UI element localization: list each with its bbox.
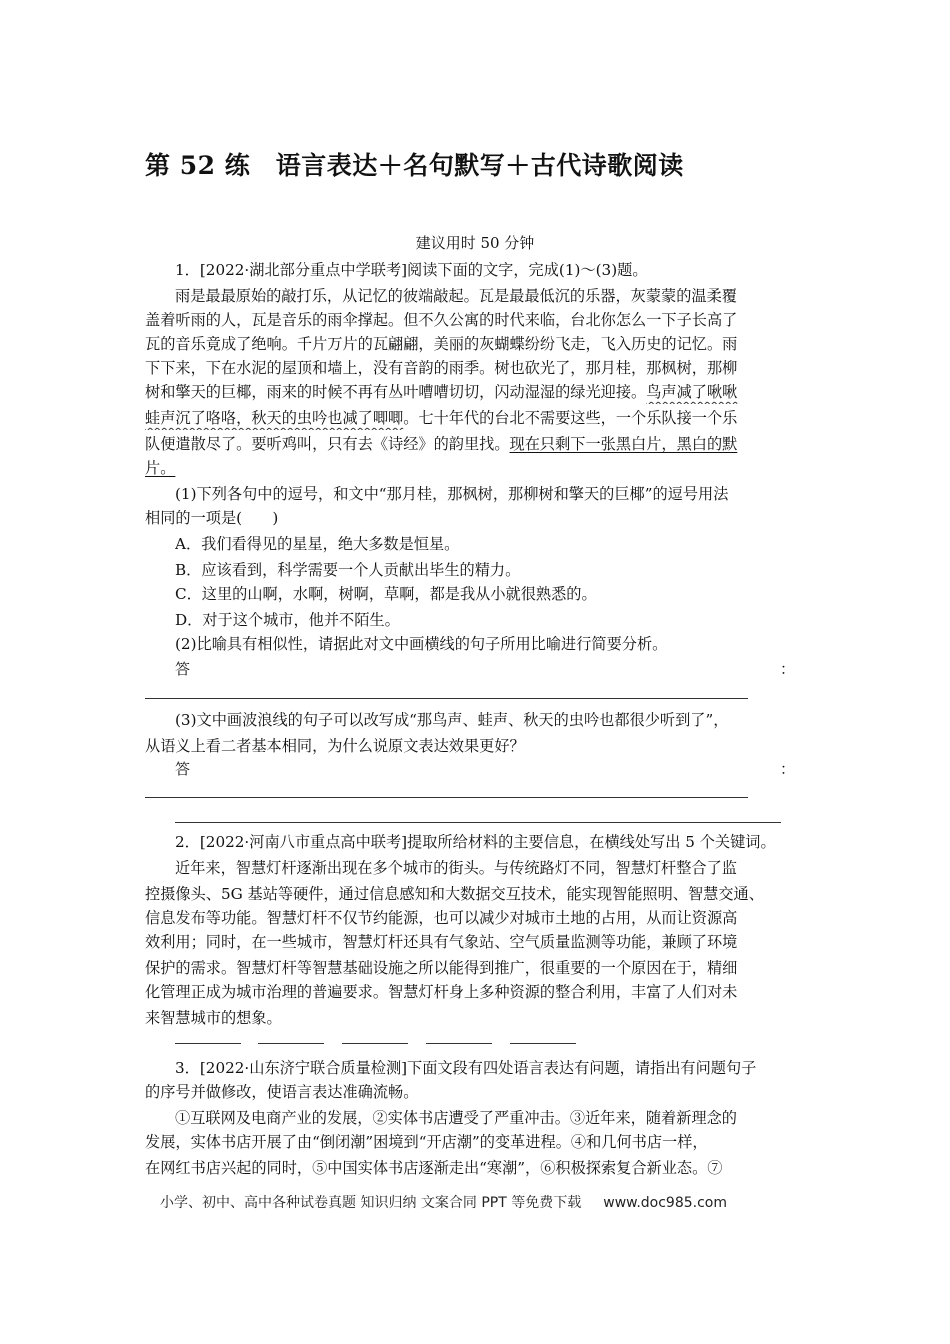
keyword-blank-4[interactable] — [426, 1043, 492, 1044]
answer-label: 答 — [175, 760, 191, 778]
q3-line-1: ①互联网及电商产业的发展，②实体书店遭受了严重冲击。③近年来，随着新理念的 — [175, 1109, 737, 1127]
q1-passage-line-7 — [145, 432, 805, 456]
option-c: C．这里的山啊，水啊，树啊，草啊，都是我从小就很熟悉的。 — [175, 585, 597, 603]
footer — [160, 1192, 820, 1212]
answer-colon: ： — [779, 660, 795, 678]
q3-line-2: 发展，实体书店开展了由“倒闭潮”困境到“开店潮”的变革进程。④和几何书店一样， — [145, 1133, 708, 1151]
option-d: D．对于这个城市，他并不陌生。 — [175, 611, 400, 629]
q3-header-line-2: 的序号并做修改，使语言表达准确流畅。 — [145, 1083, 419, 1101]
footer-text: 小学、初中、高中各种试卷真题 知识归纳 文案合同 PPT 等免费下载 — [160, 1195, 582, 1211]
q1-passage-line-7-text: 队便遣散尽了。要听鸡叫，只有去《诗经》的韵里找。 — [145, 435, 510, 453]
option-b: B．应该看到，科学需要一个人贡献出毕生的精力。 — [175, 561, 521, 579]
underlined-sentence-2: 片。 — [145, 459, 176, 477]
q1-passage-line-1: 雨是最最原始的敲打乐，从记忆的彼端敲起。瓦是最最低沉的乐器，灰蒙蒙的温柔覆 — [175, 287, 737, 305]
keyword-blank-3[interactable] — [342, 1043, 408, 1044]
answer-line-3[interactable] — [175, 822, 781, 823]
q1-passage-line-6 — [145, 406, 805, 430]
wavy-underlined-text-2: 蛙声沉了咯咯，秋天的虫吟也减了唧唧 — [145, 409, 404, 427]
suggested-time: 建议用时 50 分钟 — [415, 234, 535, 252]
option-a: A．我们看得见的星星，绝大多数是恒星。 — [175, 535, 460, 553]
q2-line-5: 保护的需求。智慧灯杆等智慧基础设施之所以能得到推广，很重要的一个原因在于，精细 — [145, 959, 738, 977]
q1-sub2: (2)比喻具有相似性，请据此对文中画横线的句子所用比喻进行简要分析。 — [175, 635, 668, 653]
wavy-underlined-text-1: 鸟声减了啾啾 — [646, 383, 738, 401]
q2-line-7: 来智慧城市的想象。 — [145, 1009, 282, 1027]
answer-row-1 — [175, 658, 805, 679]
answer-colon: ： — [779, 760, 795, 778]
answer-line-2[interactable] — [145, 797, 748, 798]
q3-line-3: 在网红书店兴起的同时，⑤中国实体书店逐渐走出“寒潮”，⑥积极探索复合新业态。⑦ — [145, 1159, 723, 1177]
q1-sub1-line-2: 相同的一项是( ) — [145, 509, 279, 527]
q1-passage-line-3: 瓦的音乐竟成了绝响。千片万片的瓦翩翩，美丽的灰蝴蝶纷纷飞走，飞入历史的记忆。雨 — [145, 335, 738, 353]
answer-line-1[interactable] — [145, 698, 748, 699]
keyword-blank-1[interactable] — [175, 1043, 241, 1044]
q2-line-3: 信息发布等功能。智慧灯杆不仅节约能源，也可以减少对城市土地的占用，从而让资源高 — [145, 909, 738, 927]
footer-site-link[interactable]: www.doc985.com — [603, 1195, 727, 1211]
q2-line-1: 近年来，智慧灯杆逐渐出现在多个城市的街头。与传统路灯不同，智慧灯杆整合了监 — [175, 859, 737, 877]
q1-passage-line-5-text: 树和擎天的巨椰，雨来的时候不再有丛叶嘈嘈切切，闪动湿湿的绿光迎接。 — [145, 383, 647, 401]
q2-line-6: 化管理正成为城市治理的普遍要求。智慧灯杆身上多种资源的整合利用，丰富了人们对未 — [145, 983, 738, 1001]
underlined-sentence-1: 现在只剩下一张黑白片，黑白的默 — [509, 435, 738, 453]
q1-header: 1．[2022·湖北部分重点中学联考]阅读下面的文字，完成(1)～(3)题。 — [175, 261, 648, 279]
q1-passage-line-8 — [145, 456, 805, 480]
q1-sub1-line-1: (1)下列各句中的逗号，和文中“那月桂，那枫树，那柳树和擎天的巨椰”的逗号用法 — [175, 485, 729, 503]
q1-sub3-line-1: (3)文中画波浪线的句子可以改写成“那鸟声、蛙声、秋天的虫吟也都很少听到了”， — [175, 711, 729, 729]
answer-label: 答 — [175, 660, 191, 678]
q1-passage-line-6-text: 。七十年代的台北不需要这些，一个乐队接一个乐 — [403, 409, 738, 427]
q1-passage-line-2: 盖着听雨的人，瓦是音乐的雨伞撑起。但不久公寓的时代来临，台北你怎么一下子长高了 — [145, 311, 738, 329]
q2-header: 2．[2022·河南八市重点高中联考]提取所给材料的主要信息，在横线处写出 5 个关键词。 — [175, 833, 776, 851]
keyword-blank-2[interactable] — [258, 1043, 324, 1044]
q2-line-4: 效利用；同时，在一些城市，智慧灯杆还具有气象站、空气质量监测等功能，兼顾了环境 — [145, 933, 738, 951]
keyword-blank-5[interactable] — [510, 1043, 576, 1044]
q1-passage-line-5 — [145, 380, 805, 404]
page-title: 第 52 练 语言表达＋名句默写＋古代诗歌阅读 — [145, 151, 684, 180]
answer-row-2 — [175, 758, 805, 779]
q2-line-2: 控摄像头、5G 基站等硬件，通过信息感知和大数据交互技术，能实现智能照明、智慧交通、 — [145, 885, 764, 903]
q1-sub3-line-2: 从语义上看二者基本相同，为什么说原文表达效果更好？ — [145, 737, 525, 755]
q1-passage-line-4: 下下来，下在水泥的屋顶和墙上，没有音韵的雨季。树也砍光了，那月桂，那枫树，那柳 — [145, 359, 738, 377]
q3-header-line-1: 3．[2022·山东济宁联合质量检测]下面文段有四处语言表达有问题，请指出有问题句子 — [175, 1059, 757, 1077]
